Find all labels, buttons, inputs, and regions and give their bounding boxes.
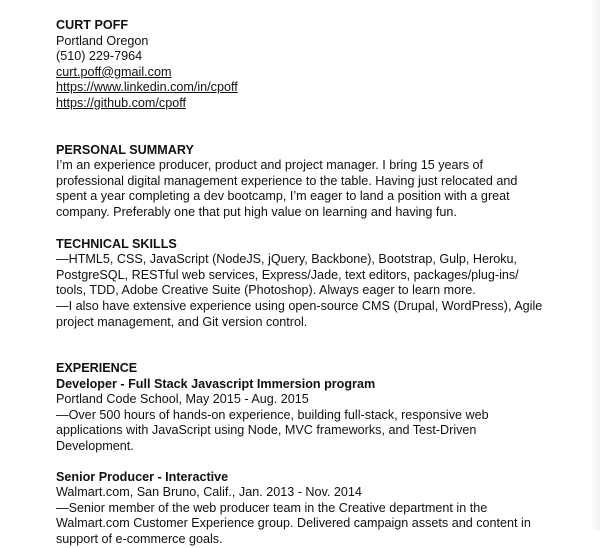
skills-line: tools, TDD, Adobe Creative Suite (Photoshop). Always eager to learn more. bbox=[56, 283, 476, 298]
experience-section bbox=[56, 361, 566, 548]
spacer bbox=[56, 221, 566, 237]
job-title: Developer - Full Stack Javascript Immersion program bbox=[56, 376, 376, 391]
linkedin-link[interactable]: https://www.linkedin.com/in/cpoff bbox=[56, 80, 238, 95]
summary-line: spent a year completing a dev bootcamp, I’m eager to land a position with a great bbox=[56, 189, 510, 204]
skills-line: project management, and Git version control. bbox=[56, 314, 308, 329]
job-description-line: Development. bbox=[56, 439, 134, 454]
skills-line: PostgreSQL, RESTful web services, Express/Jade, text editors, packages/plug-ins/ bbox=[56, 267, 519, 282]
technical-skills-section bbox=[56, 237, 566, 331]
technical-skills-heading: TECHNICAL SKILLS bbox=[56, 236, 177, 251]
spacer bbox=[56, 112, 566, 143]
job-description-line: support of e-commerce goals. bbox=[56, 532, 223, 547]
github-link[interactable]: https://github.com/cpoff bbox=[56, 95, 186, 110]
job-organization: Portland Code School, May 2015 - Aug. 2015 bbox=[56, 392, 309, 407]
job-description-line: —Senior member of the web producer team in the Creative department in the bbox=[56, 500, 488, 515]
candidate-location: Portland Oregon bbox=[56, 33, 149, 48]
summary-line: professional digital management experience to the table. Having just relocated and bbox=[56, 173, 518, 188]
spacer bbox=[56, 330, 566, 361]
job-organization: Walmart.com, San Bruno, Calif., Jan. 2013 - Nov. 2014 bbox=[56, 485, 362, 500]
personal-summary-section bbox=[56, 143, 566, 221]
job-description-line: Walmart.com Customer Experience group. Delivered campaign assets and content in bbox=[56, 516, 531, 531]
job-title: Senior Producer - Interactive bbox=[56, 469, 229, 484]
experience-heading: EXPERIENCE bbox=[56, 361, 138, 376]
job-entry bbox=[56, 377, 566, 455]
skills-line: —I also have extensive experience using open-source CMS (Drupal, WordPress), Agile bbox=[56, 298, 543, 313]
summary-line: company. Preferably one that put high value on learning and having fun. bbox=[56, 204, 457, 219]
job-entry bbox=[56, 470, 566, 548]
job-description-line: —Over 500 hours of hands-on experience, building full-stack, responsive web bbox=[56, 407, 489, 422]
skills-line: —HTML5, CSS, JavaScript (NodeJS, jQuery, Backbone), Bootstrap, Gulp, Heroku, bbox=[56, 252, 518, 267]
spacer bbox=[56, 455, 566, 470]
summary-line: I’m an experience producer, product and project manager. I bring 15 years of bbox=[56, 158, 484, 173]
contact-block bbox=[56, 18, 566, 112]
page-edge-shadow bbox=[590, 0, 600, 530]
candidate-name: CURT POFF bbox=[56, 18, 129, 32]
candidate-phone: (510) 229-7964 bbox=[56, 49, 143, 64]
personal-summary-heading: PERSONAL SUMMARY bbox=[56, 142, 194, 157]
job-description-line: applications with JavaScript using Node, MVC frameworks, and Test-Driven bbox=[56, 423, 477, 438]
email-link[interactable]: curt.poff@gmail.com bbox=[56, 64, 172, 79]
resume-document bbox=[56, 18, 566, 548]
